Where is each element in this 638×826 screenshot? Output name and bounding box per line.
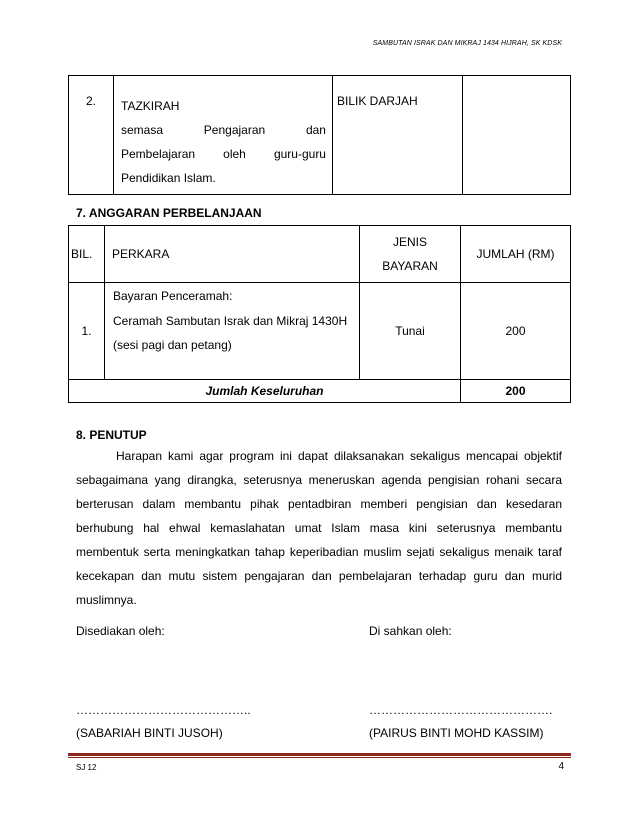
paragraph-text: Harapan kami agar program ini dapat dilaksanakan sekaligus mencapai objektif sebagaimana yang dirangka, seterusnya meneruskan agenda pengisian rohani secara berterusan dalam membantu pihak pentadbiran memberi pengisian dan kesedaran berhubung hal ehwal kemaslahatan umat Islam masa kini seterusnya membantu membentuk serta meningkatkan tahap keperibadian muslim sejati sekaligus menaik taraf kecekapan dan mutu sistem pengajaran dan pembelajaran terhadap guru dan murid muslimnya.: [76, 449, 562, 607]
closing-paragraph: [76, 444, 562, 612]
row-jumlah: 200: [461, 283, 571, 380]
page-number: 4: [558, 761, 564, 772]
section-7-title: 7. ANGGARAN PERBELANJAAN: [76, 206, 262, 220]
perkara-line: Ceramah Sambutan Israk dan Mikraj 1430H: [113, 314, 348, 328]
word: guru-guru: [273, 147, 326, 161]
activity-line-2: [121, 118, 326, 142]
total-row: [69, 380, 571, 403]
activity-line-3: [121, 142, 326, 166]
jenis-line-2: BAYARAN: [382, 259, 438, 273]
word: oleh: [223, 147, 246, 161]
perkara-line: (sesi pagi dan petang): [113, 338, 232, 352]
row-jenis: Tunai: [360, 283, 461, 380]
footer-code: SJ 12: [76, 763, 97, 772]
running-header: SAMBUTAN ISRAK DAN MIKRAJ 1434 HIJRAH, SK KDSK: [372, 40, 562, 47]
row-bil: 1.: [69, 283, 105, 380]
section-8-title: 8. PENUTUP: [76, 428, 147, 442]
activity-location: BILIK DARJAH: [333, 76, 463, 195]
table-row: [69, 76, 571, 195]
word: Pembelajaran: [121, 147, 196, 161]
approved-signature-line: ……………………………………….: [369, 703, 553, 717]
col-header-perkara: PERKARA: [105, 226, 360, 283]
col-header-jumlah: JUMLAH (RM): [461, 226, 571, 283]
activity-line-1: TAZKIRAH: [121, 99, 180, 113]
budget-table: [68, 225, 571, 403]
table-row: [69, 283, 571, 380]
activity-table: [68, 75, 571, 195]
total-value: 200: [461, 380, 571, 403]
row-perkara: [105, 283, 360, 380]
word: semasa: [121, 123, 164, 137]
prepared-signature-line: ……………………………………..: [76, 703, 251, 717]
footer-rule: [68, 753, 571, 756]
perkara-line: Bayaran Penceramah:: [113, 289, 233, 303]
prepared-by-label: Disediakan oleh:: [76, 624, 165, 638]
table-header-row: [69, 226, 571, 283]
activity-line-4: Pendidikan Islam.: [121, 171, 216, 185]
prepared-by-name: (SABARIAH BINTI JUSOH): [76, 726, 223, 740]
activity-number: 2.: [69, 76, 114, 195]
approved-by-name: (PAIRUS BINTI MOHD KASSIM): [369, 726, 544, 740]
jenis-line-1: JENIS: [392, 235, 427, 249]
activity-description: [114, 76, 333, 195]
word: Pengajaran: [203, 123, 266, 137]
word: dan: [305, 123, 326, 137]
approved-by-label: Di sahkan oleh:: [369, 624, 452, 638]
activity-extra: [463, 76, 571, 195]
col-header-jenis: [360, 226, 461, 283]
col-header-bil: BIL.: [69, 226, 105, 283]
total-label: Jumlah Keseluruhan: [69, 380, 461, 403]
footer-rule-thin: [68, 757, 571, 758]
